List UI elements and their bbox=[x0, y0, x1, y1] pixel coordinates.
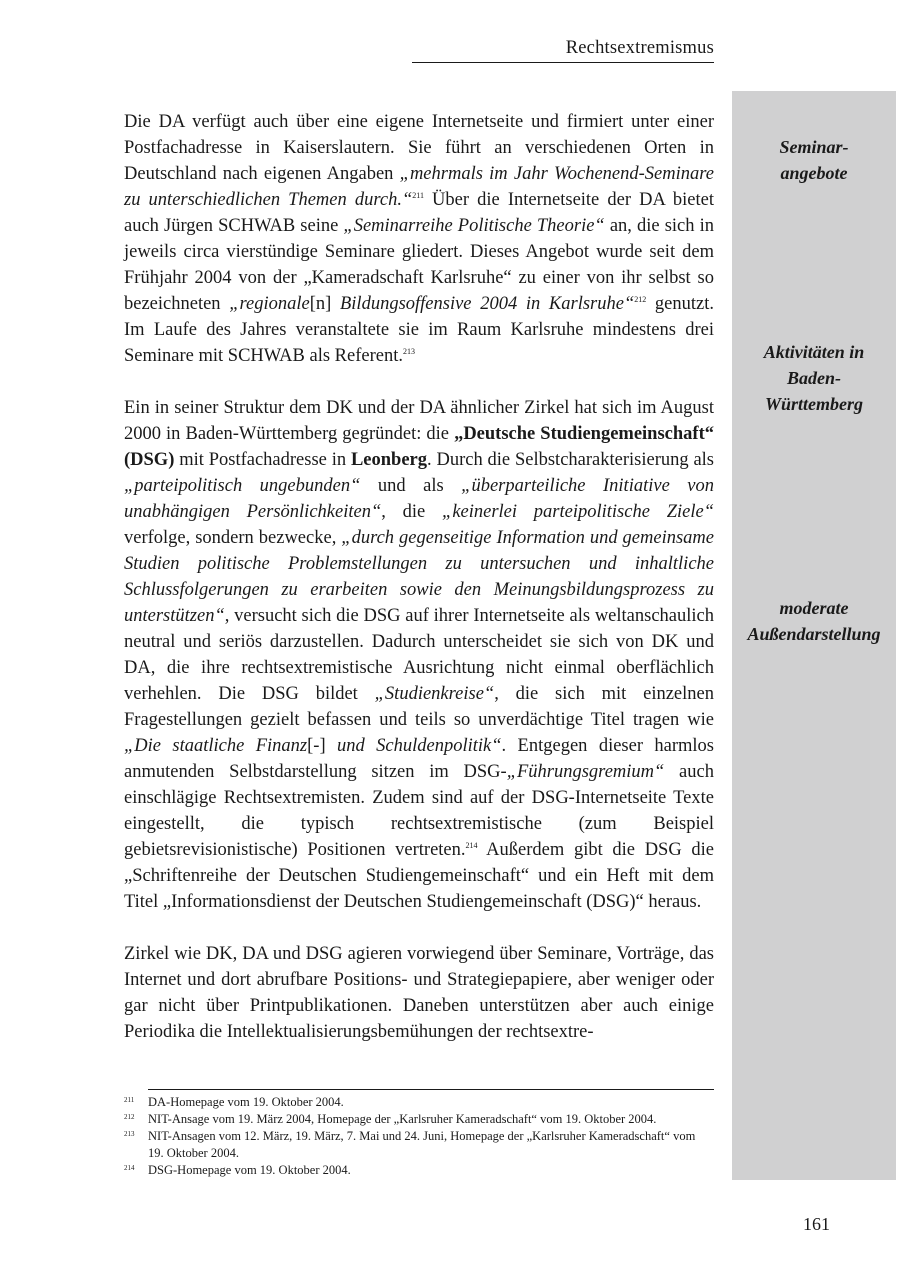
quote: „Studienkreise“ bbox=[374, 684, 495, 704]
quote: „Seminarreihe Politische Theorie“ bbox=[343, 216, 605, 236]
footnote-number: 213 bbox=[124, 1130, 135, 1138]
footnote-number: 211 bbox=[124, 1096, 135, 1104]
footnote-number: 212 bbox=[124, 1113, 135, 1121]
footnote-number: 214 bbox=[124, 1164, 135, 1172]
footnote-text: NIT-Ansage vom 19. März 2004, Homepage der „Karlsruher Kameradschaft“ vom 19. Oktober 2004. bbox=[148, 1112, 657, 1126]
quote: „regionale bbox=[229, 294, 310, 314]
margin-note-line: Aktivitäten in bbox=[763, 342, 865, 362]
text: , die bbox=[381, 502, 443, 522]
main-text bbox=[124, 109, 714, 1045]
footnote-item bbox=[124, 1162, 714, 1179]
margin-note-aktivitaeten bbox=[732, 339, 896, 417]
footnote-ref: 212 bbox=[634, 294, 647, 304]
text: Zirkel wie DK, DA und DSG agieren vorwiegend über Seminare, Vorträge, das Internet und dort abrufbare Positions- und Strategiepapiere, aber weniger oder gar nicht über Printpublikationen. Daneben unterstützen aber auch einige Periodika die Intellektualisierungsbemühungen der rechtsextre- bbox=[124, 944, 714, 1042]
quote: „durch gegenseitige Information und gemeinsame Studien politische Problemstellungen zu untersuchen und inhaltliche Schlussfolgerungen zu erarbeiten sowie den Meinungsbildungsprozess zu unterstützen“ bbox=[124, 528, 714, 626]
margin-note-line: Außendarstellung bbox=[747, 624, 881, 644]
footnote-text: DSG-Homepage vom 19. Oktober 2004. bbox=[148, 1163, 351, 1177]
text: genutzt. Im Laufe des Jahres veranstaltete sie im Raum Karlsruhe mindestens drei Seminare mit SCHWAB als Referent. bbox=[124, 294, 714, 366]
footnote-item bbox=[124, 1128, 714, 1162]
paragraph-1 bbox=[124, 109, 714, 369]
text: , versucht sich die DSG auf ihrer Internetseite als weltanschaulich neutral und seriös darzustellen. Dadurch unterscheidet sie sich von DK und DA, die ihre rechtsextremistische Ausrichtung nicht einmal oberflächlich verhehlen. Die DSG bildet bbox=[124, 606, 714, 704]
quote: „parteipolitisch ungebunden“ bbox=[124, 476, 361, 496]
quote: „Führungsgremium“ bbox=[506, 762, 665, 782]
quote: Bildungsoffensive 2004 in Karlsruhe“ bbox=[339, 294, 635, 314]
text: Über die Internetseite der DA bietet auch Jürgen SCHWAB seine bbox=[124, 190, 714, 236]
running-header: Rechtsextremismus bbox=[565, 38, 714, 58]
text: verfolge, sondern bezwecke, bbox=[124, 528, 342, 548]
text: auch einschlägige Rechtsextremisten. Zudem sind auf der DSG-Internetseite Texte eingestellt, die typisch rechtsextremistische (zum Beispiel gebietsrevisionistische) Positionen vertreten. bbox=[124, 762, 714, 860]
quote: „überparteiliche Initiative von unabhängigen Persönlichkeiten“ bbox=[124, 476, 714, 522]
footnotes bbox=[124, 1094, 714, 1179]
footnote-ref: 213 bbox=[403, 346, 415, 356]
margin-note-line: Seminar- bbox=[779, 137, 849, 157]
text: , die sich mit einzelnen Fragestellungen gezielt befassen und teils so unverdächtige Titel tragen wie bbox=[124, 684, 714, 730]
margin-note-line: Baden- bbox=[787, 368, 841, 388]
text: und als bbox=[360, 476, 462, 496]
footnote-ref: 211 bbox=[412, 190, 424, 200]
paragraph-2 bbox=[124, 395, 714, 915]
margin-note-aussendarstellung bbox=[732, 595, 896, 647]
quote: „Die staatliche Finanz bbox=[124, 736, 308, 756]
text: an, die sich in jeweils circa vierstündige Seminare gliedert. Dieses Angebot wurde seit dem Frühjahr 2004 von der „Kameradschaft Karlsruhe“ zu einer von ihr selbst so bezeichneten bbox=[124, 216, 714, 314]
organization-name: „Deutsche Studiengemeinschaft“ (DSG) bbox=[124, 424, 714, 470]
text: Außerdem gibt die DSG die „Schriftenreihe der Deutschen Studiengemeinschaft“ und ein Heft mit dem Titel „Informationsdienst der Deutschen Studiengemeinschaft (DSG)“ heraus. bbox=[124, 840, 714, 912]
text: . Entgegen dieser harmlos anmutenden Selbstdarstellung sitzen im DSG- bbox=[124, 736, 714, 782]
footnote-item bbox=[124, 1094, 714, 1111]
text: [-] bbox=[307, 736, 326, 756]
margin-note-line: Württemberg bbox=[764, 394, 863, 414]
text: . Durch die Selbstcharakterisierung als bbox=[427, 450, 714, 470]
margin-note-seminarangebote bbox=[732, 134, 896, 186]
quote: und Schuldenpolitik“ bbox=[325, 736, 502, 756]
text: mit Postfachadresse in bbox=[174, 450, 351, 470]
text: [n] bbox=[309, 294, 340, 314]
place-name: Leonberg bbox=[350, 450, 427, 470]
margin-note-line: moderate bbox=[779, 598, 849, 618]
footnote-text: DA-Homepage vom 19. Oktober 2004. bbox=[148, 1095, 344, 1109]
quote: „keinerlei parteipolitische Ziele“ bbox=[442, 502, 714, 522]
paragraph-3 bbox=[124, 941, 714, 1045]
footnote-text: NIT-Ansagen vom 12. März, 19. März, 7. Mai und 24. Juni, Homepage der „Karlsruher Kameradschaft“ vom 19. Oktober 2004. bbox=[148, 1129, 696, 1160]
margin-note-line: angebote bbox=[780, 163, 848, 183]
footnote-rule bbox=[148, 1089, 714, 1090]
text: Die DA verfügt auch über eine eigene Internetseite und firmiert unter einer Postfachadresse in Kaiserslautern. Sie führt an verschiedenen Orten in Deutschland nach eigenen Angaben bbox=[124, 112, 714, 184]
text: Ein in seiner Struktur dem DK und der DA ähnlicher Zirkel hat sich im August 2000 in Baden-Württemberg gegründet: die bbox=[124, 398, 714, 444]
page-number: 161 bbox=[803, 1214, 830, 1234]
quote: „mehrmals im Jahr Wochenend-Seminare zu unterschiedlichen Themen durch.“ bbox=[124, 164, 714, 210]
footnote-item bbox=[124, 1111, 714, 1128]
footnote-ref: 214 bbox=[465, 840, 478, 850]
header-rule bbox=[412, 62, 714, 63]
